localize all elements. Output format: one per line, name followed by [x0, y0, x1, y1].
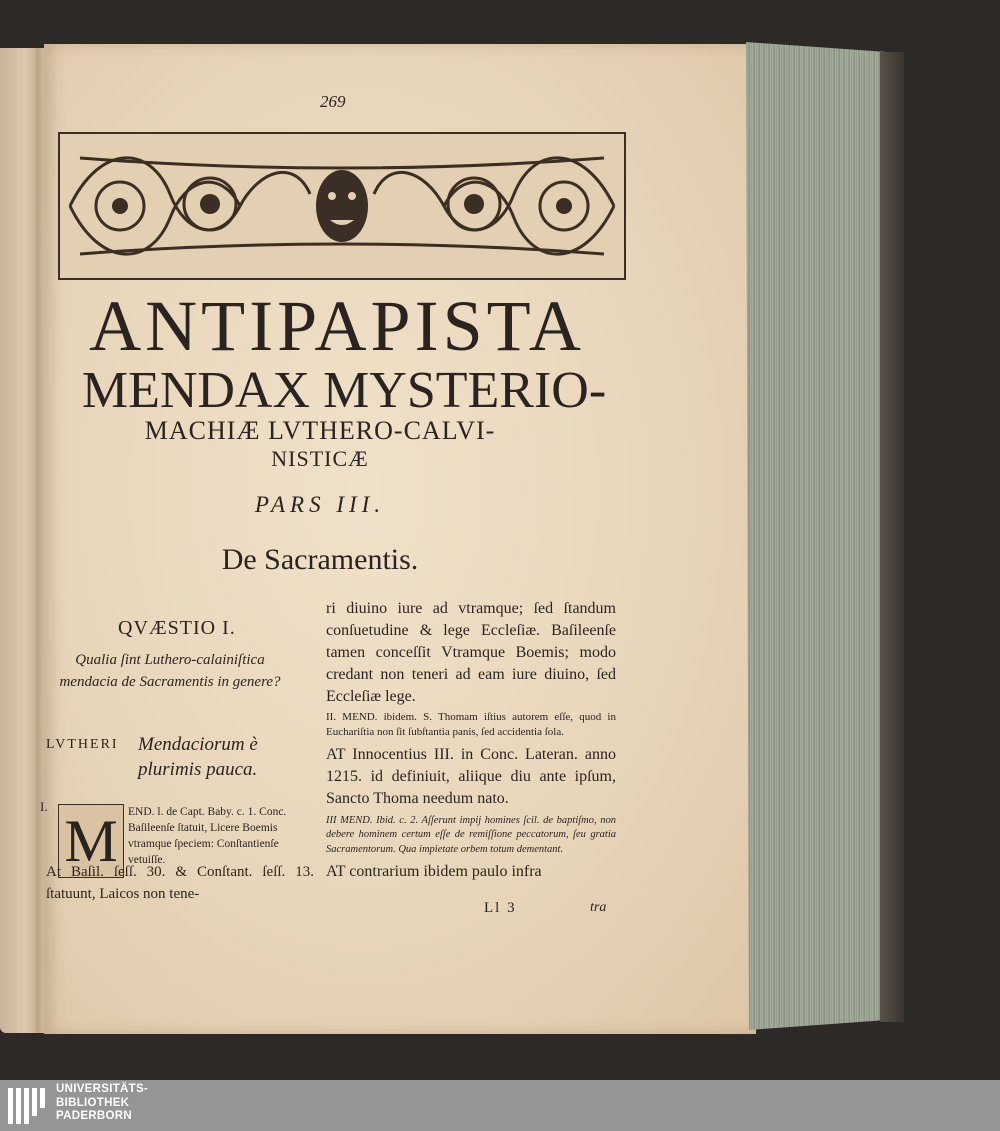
title-line-3: MACHIÆ LVTHERO-CALVI-	[144, 416, 496, 445]
right-paragraph-1: ri diuino iure ad vtramque; ſed ſtandum conſuetudine & lege Eccleſiæ. Baſileenſe tamen conceſſit Vtramque Boemis; modo credant non teneri ad eam iure diuino, ſed Eccleſiæ lege.	[326, 600, 616, 706]
book-cover-edge	[880, 52, 904, 1022]
part-heading: PARS III.	[254, 492, 386, 517]
right-paragraph-2: II. MEND. ibidem. S. Thomam iſtius autorem eſſe, quod in Euchariſtia non ſit ſubſtantia panis, ſed accidentia ſola.	[326, 711, 616, 739]
question-text: Qualia ſint Luthero-calainiſtica mendacia de Sacramentis in genere?	[59, 652, 281, 690]
right-column	[326, 598, 616, 883]
drop-cap-letter: M	[64, 808, 118, 874]
library-footer-bar	[0, 1080, 1000, 1131]
page-block-edge	[746, 42, 894, 1030]
title-line-1: ANTIPAPISTA	[89, 286, 585, 366]
right-paragraph-3: AT Innocentius III. in Conc. Lateran. anno 1215. id definiuit, aliique diu ante ipſum, Sancto Thoma needum nato.	[326, 746, 616, 808]
section-heading: De Sacramentis.	[221, 543, 419, 576]
title-line-4: NISTICÆ	[271, 446, 369, 471]
right-paragraph-4: III MEND. Ibid. c. 2. Aſſerunt impij homines ſcil. de baptiſmo, non debere hominem certum eſſe de remiſſione peccatorum, ſeu gratia Sacramentorum. Qua impietate orbem totum dementant.	[326, 815, 616, 855]
margin-number: I.	[40, 799, 48, 814]
right-paragraph-5: AT contrarium ibidem paulo infra	[326, 862, 542, 880]
title-line-2: MENDAX MYSTERIO-	[81, 362, 607, 419]
left-body-paragraph-1: END. l. de Capt. Baby. c. 1. Conc. Baſileenſe ſtatuit, Licere Boemis vtramque ſpeciem: Conſtantienſe vetuiſſe.	[128, 806, 287, 867]
catchword: tra	[590, 900, 607, 915]
library-name-line-3: PADERBORN	[56, 1110, 132, 1123]
question-heading: QVÆSTIO I.	[118, 617, 236, 639]
lutheri-text: Mendaciorum è plurimis pauca.	[138, 734, 258, 780]
decorative-headpiece	[58, 132, 626, 280]
library-name-line-1: UNIVERSITÄTS-	[56, 1083, 149, 1095]
library-name-line-2: BIBLIOTHEK	[56, 1096, 130, 1109]
lutheri-label: LVTHERI	[46, 737, 119, 752]
left-body-paragraph-2: At Baſil. ſeſſ. 30. & Conſtant. ſeſſ. 13. ſtatuunt, Laicos non tene-	[46, 864, 314, 902]
signature-mark: Ll 3	[484, 900, 517, 916]
library-name	[56, 1083, 148, 1124]
page-number: 269	[320, 92, 346, 111]
library-logo-icon	[8, 1088, 48, 1124]
